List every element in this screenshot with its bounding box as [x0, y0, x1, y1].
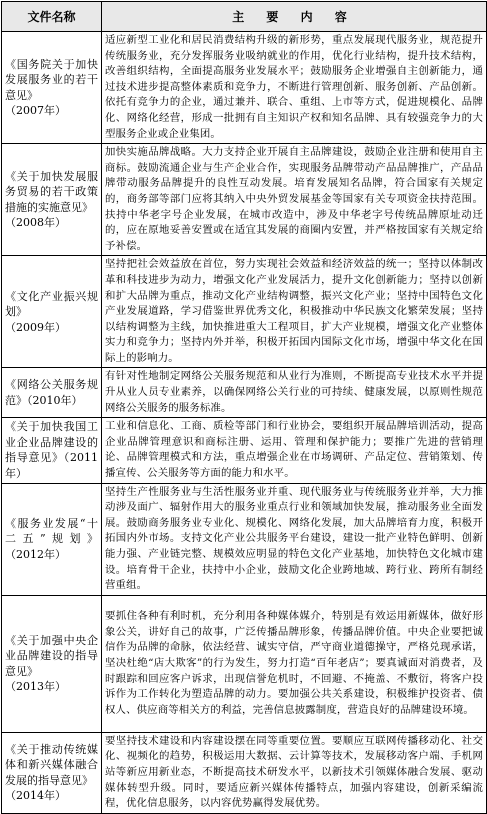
policy-documents-table: [1, 1, 487, 814]
document-content: 有针对性地制定网络公关服务规范和从业行为准则，不断提高专业技术水平并提升从业人员专业素养，以确保网络公关行业的可持续、健康发展，以原则性规范网络公关服务的服务标准。: [102, 368, 487, 418]
document-name-cell: [2, 368, 102, 418]
document-year: （2014年）: [5, 789, 66, 803]
document-name-cell: [2, 732, 102, 813]
document-content: 加快实施品牌战略。大力支持企业开展自主品牌建设，鼓励企业注册和使用自主商标。鼓励流通企业与生产企业合作，实现服务品牌带动产品品牌推广，产品品牌带动服务品牌提升的良性互动发展。培育发展知名品牌，符合国家有关规定的，商务部等部门应将其纳入中央外贸发展基金等国家有关专项资金扶持范围。扶持中华老字号企业发展，在城市改造中，涉及中华老字号传统品牌原址动迁的，应在原地妥善安置或在适宜其发展的商圈内安置，并严格按国家有关规定给予补偿。: [102, 144, 487, 256]
document-content: 适应新型工业化和居民消费结构升级的新形势，重点发展现代服务业，规范提升传统服务业，充分发挥服务业吸纳就业的作用，优化行业结构，提升技术结构，改善组织结构，全面提高服务业发展水平；鼓励服务企业增强自主创新能力，通过技术进步提高整体素质和竞争力，不断进行管理创新、服务创新、产品创新。依托有竞争力的企业，通过兼并、联合、重组、上市等方式，促进规模化、品牌化、网络化经营，形成一批拥有自主知识产权和知名品牌、具有较强竞争力的大型服务企业或企业集团。: [102, 32, 487, 144]
document-name: 《关于推动传统媒体和新兴媒体融合发展的指导意见》: [5, 742, 98, 787]
table-header-row: [2, 2, 487, 32]
document-year: （2009年）: [5, 320, 66, 334]
document-content: 要坚持技术建设和内容建设摆在同等重要位置。要顺应互联网传播移动化、社交化、视频化的趋势，积极运用大数据、云计算等技术，发展移动客户端、手机网站等新应用新业态，不断提高技术研发水平，以新技术引领媒体融合发展、驱动媒体转型升级。同时，要适应新兴媒体传播特点，加强内容建设，创新采编流程，优化信息服务，以内容优势赢得发展优势。: [102, 732, 487, 813]
table-row: [2, 483, 487, 595]
document-content: 坚持生产性服务业与生活性服务业并重、现代服务业与传统服务业并举，大力推动涉及面广、辐射作用大的服务业重点行业和领域加快发展，推动服务业全面发展。鼓励商务服务业专业化、规模化、网络化发展，加大品牌培育力度，积极开拓国内外市场。支持文化产业公共服务平台建设，建设一批产业特色鲜明、创新能力强、产业链完整、规模效应明显的特色文化产业基地，加快特色文化城市建设。培育骨干企业，扶持中小企业，鼓励文化企业跨地域、跨行业、跨所有制经营重组。: [102, 483, 487, 595]
document-year: （2008年）: [5, 216, 66, 230]
document-name-cell: [2, 256, 102, 368]
document-content: 坚持把社会效益放在首位，努力实现社会效益和经济效益的统一；坚持以体制改革和科技进步为动力，增强文化产业发展活力，提升文化创新能力；坚持以创新和扩大品牌为重点，推动文化产业结构调整，振兴文化产业；坚持中国特色文化产业发展道路，学习借鉴世界优秀文化，积极推动中华民族文化繁荣发展；坚持以结构调整为主线，加快推进重大工程项目，扩大产业规模，增强文化产业整体实力和竞争力；坚持内外并举，积极开拓国内国际文化市场，增强中华文化在国际上的影响力。: [102, 256, 487, 368]
table-row: [2, 595, 487, 732]
document-year: （2013年）: [5, 680, 66, 694]
document-name: 《网络公关服务规范》（2010年）: [5, 378, 98, 407]
header-document-name: 文件名称: [2, 2, 102, 32]
document-name-cell: [2, 418, 102, 483]
table-row: [2, 144, 487, 256]
document-name-cell: [2, 32, 102, 144]
document-content: 要抓住各种有利时机，充分利用各种媒体媒介，特别是有效运用新媒体，做好形象公关，讲好自己的故事，广泛传播品牌形象，传播品牌价值。中央企业要把诚信作为品牌的命脉，依法经营、诚实守信，严守商业道德操守，严格兑现承诺，坚决杜绝“店大欺客”的行为发生，努力打造“百年老店”；要真诚面对消费者，及时跟踪和回应客户诉求，出现信誉危机时，不回避、不掩盖、不敷衍，将客户投诉作为工作转化为塑造品牌的动力。要加强公共关系建设，积极维护投资者、债权人、供应商等相关方的利益，完善信息披露制度，营造良好的品牌建设环境。: [102, 595, 487, 732]
table-row: [2, 368, 487, 418]
table-row: [2, 32, 487, 144]
table-row: [2, 256, 487, 368]
table-row: [2, 418, 487, 483]
document-name-cell: [2, 595, 102, 732]
document-name: 《关于加快发展服务贸易的若干政策措施的实施意见》: [5, 169, 98, 214]
document-year: （2007年）: [5, 104, 66, 118]
table-row: [2, 732, 487, 813]
document-name: 《关于加强中央企业品牌建设的指导意见》: [5, 633, 98, 678]
document-name-cell: [2, 483, 102, 595]
document-name: 《国务院关于加快发展服务业的若干意见》: [5, 57, 98, 102]
document-content: 工业和信息化、工商、质检等部门和行业协会，要组织开展品牌培训活动，提高企业品牌管理意识和商标注册、运用、管理和保护能力；要推广先进的营销理论、品牌管理模式和方法，重点增强企业在市场调研、产品定位、营销策划、传播宣传、公关服务等方面的能力和水平。: [102, 418, 487, 483]
document-name: 《关于加快我国工业企业品牌建设的指导意见》（2011年）: [5, 420, 98, 480]
document-name: 《服务业发展“十二五”规划》（2012年）: [5, 516, 98, 561]
header-main-content: 主 要 内 容: [102, 2, 487, 32]
document-name: 《文化产业振兴规划》: [5, 289, 98, 319]
document-name-cell: [2, 144, 102, 256]
